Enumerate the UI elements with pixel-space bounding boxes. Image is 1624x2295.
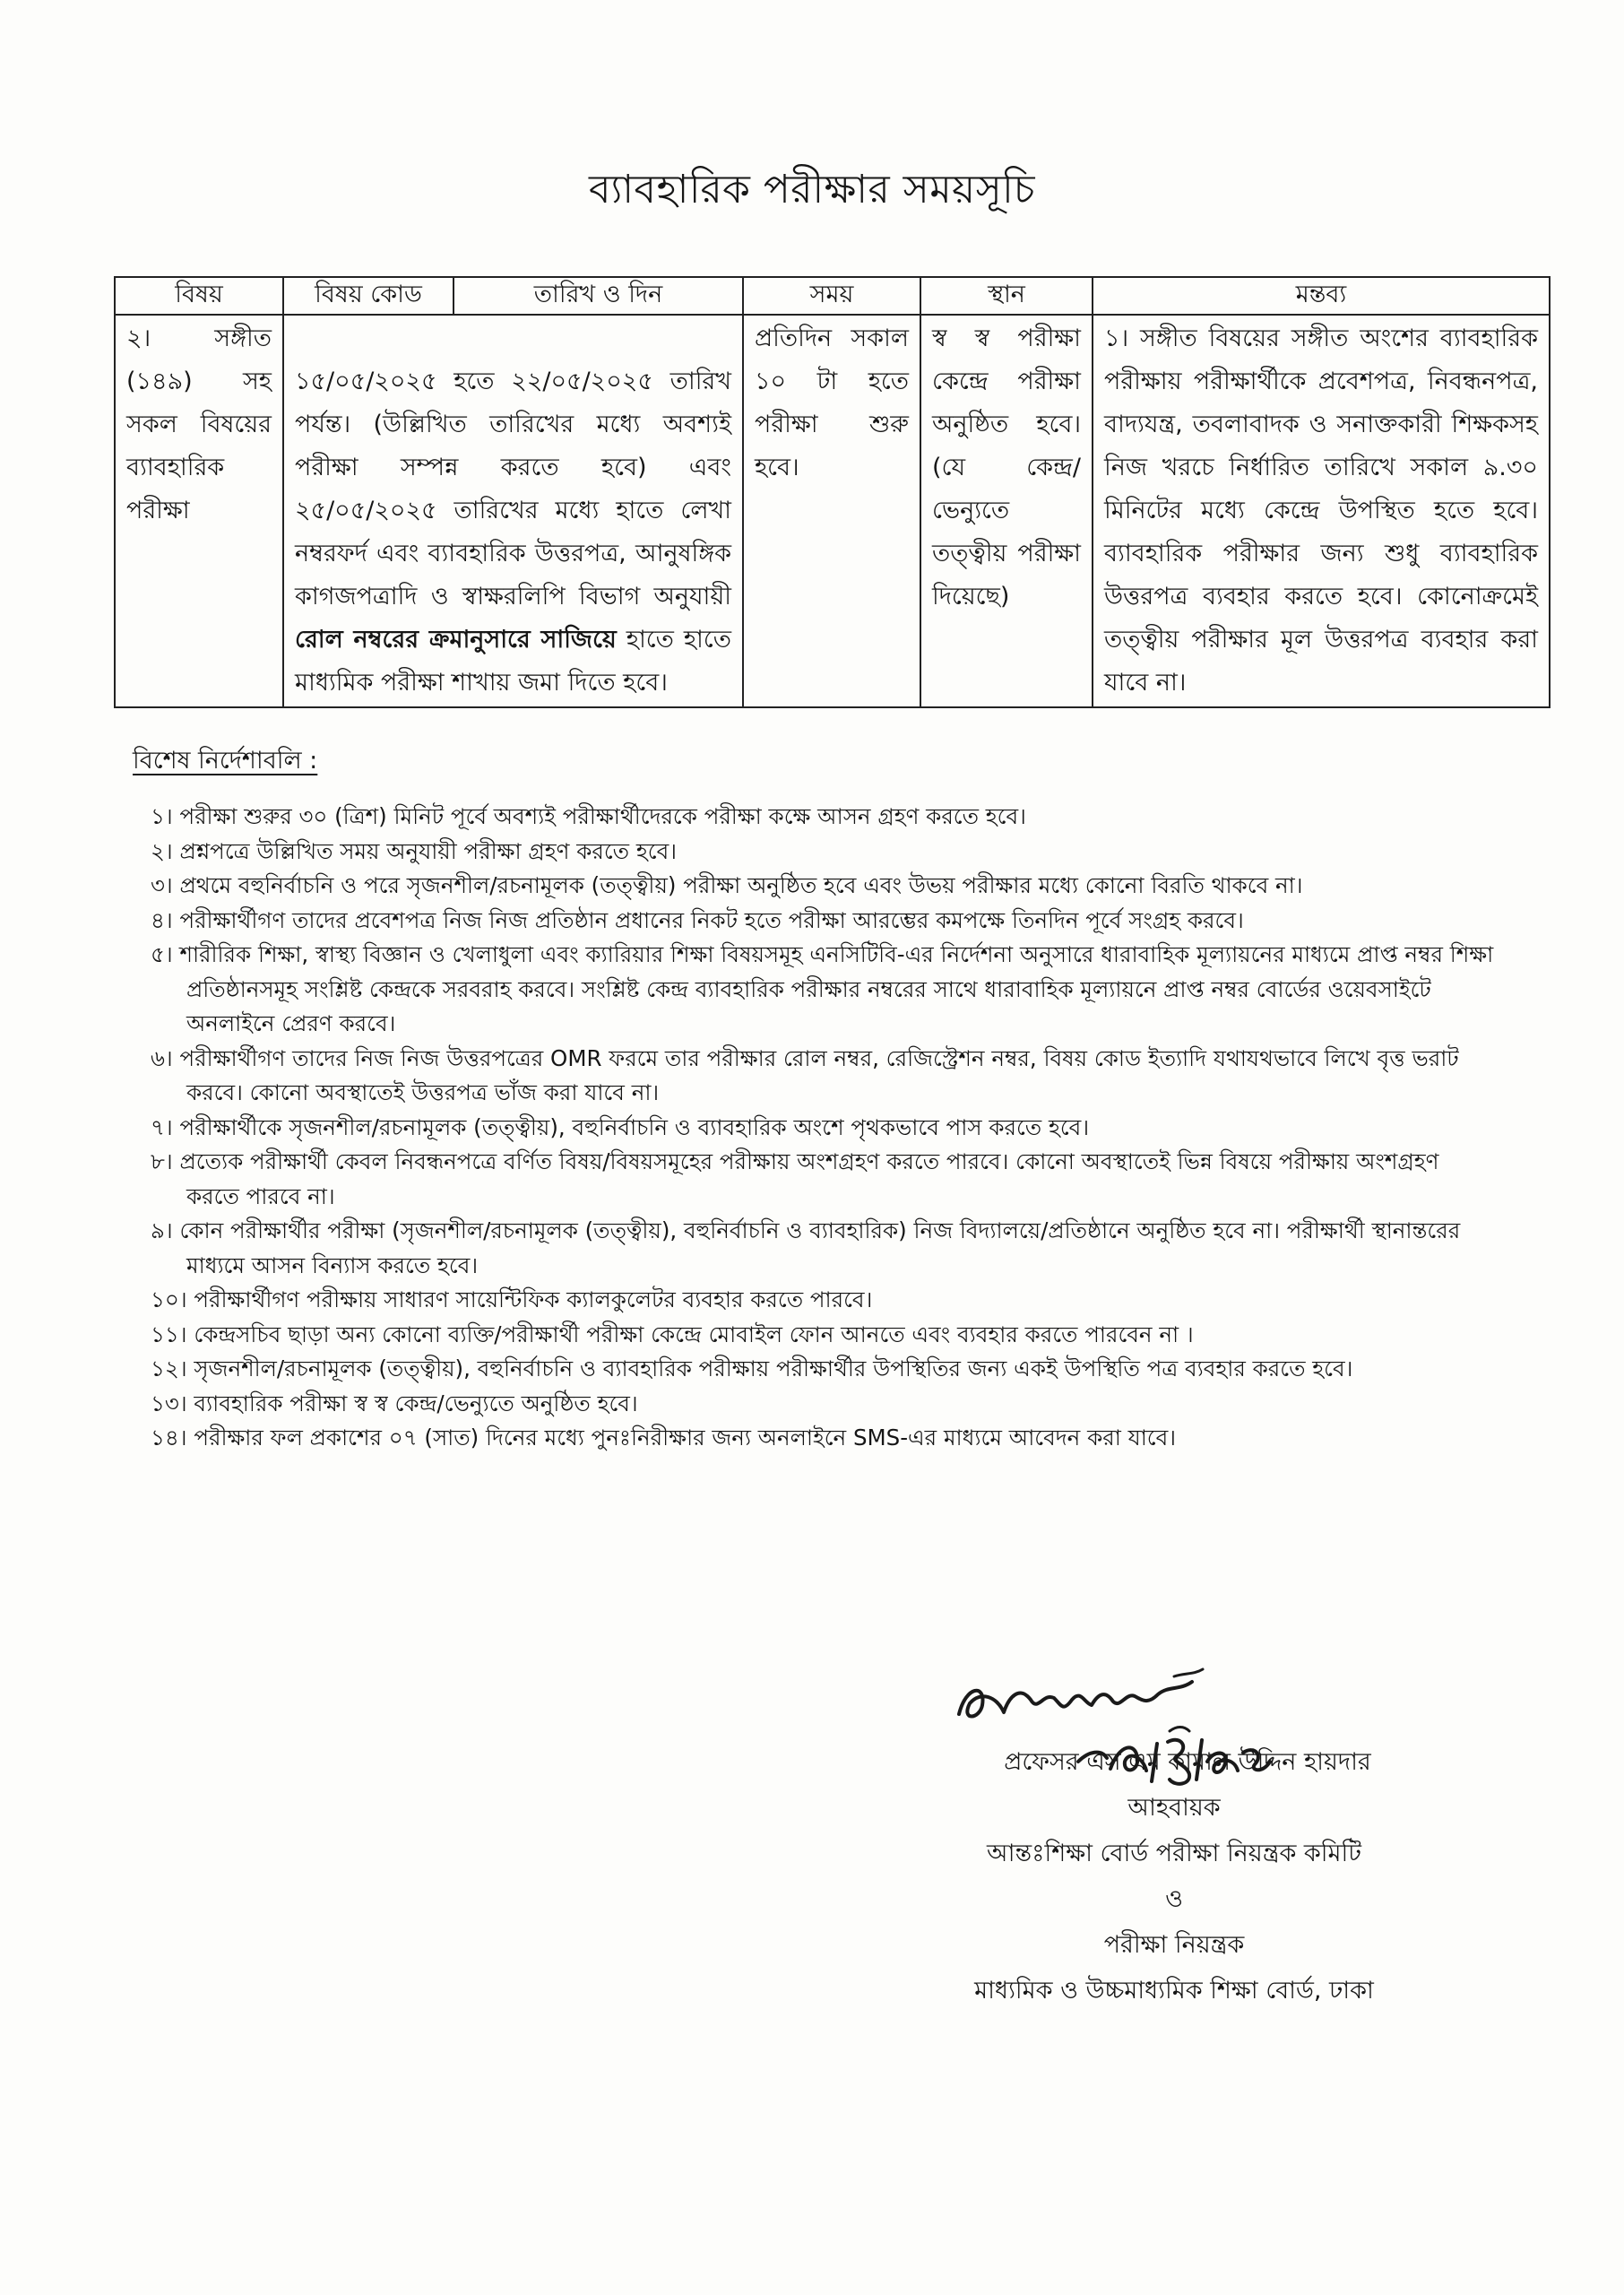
list-item: ১০। পরীক্ষার্থীগণ পরীক্ষায় সাধারণ সায়েন্টিফিক ক্যালকুলেটর ব্যবহার করতে পারবে। <box>151 1286 873 1312</box>
list-item: ৩। প্রথমে বহুনির্বাচনি ও পরে সৃজনশীল/রচনামূলক (তত্ত্বীয়) পরীক্ষা অনুষ্ঠিত হবে এবং উভয় পরীক্ষার মধ্যে কোনো বিরতি থাকবে না। <box>151 872 1303 898</box>
list-item: ৭। পরীক্ষার্থীকে সৃজনশীল/রচনামূলক (তত্ত্বীয়), বহুনির্বাচনি ও ব্যাবহারিক অংশে পৃথকভাবে পাস করতে হবে। <box>151 1113 1090 1140</box>
list-item: ৮। প্রত্যেক পরীক্ষার্থী কেবল নিবন্ধনপত্রে বর্ণিত বিষয়/বিষয়সমূহের পরীক্ষায় অংশগ্রহণ করতে পারবে। কোনো অবস্থাতেই ভিন্ন বিষয়ে পরীক্ষায় অংশগ্রহণ করতে পারবে না। <box>151 1148 1439 1209</box>
table-header-row <box>115 277 1550 315</box>
list-item: ১৪। পরীক্ষার ফল প্রকাশের ০৭ (সাত) দিনের মধ্যে পুনঃনিরীক্ষার জন্য অনলাইনে SMS-এর মাধ্যমে আবেদন করা যাবে। <box>151 1425 1177 1451</box>
signatory-role: আহবায়ক <box>1127 1794 1221 1822</box>
signatory-conjunction: ও <box>1165 1885 1183 1913</box>
header-code-date <box>283 277 743 315</box>
date-text-part-1: ১৫/০৫/২০২৫ হতে ২২/০৫/২০২৫ তারিখ পর্যন্ত। (উল্লিখিত তারিখের মধ্যে অবশ্যই পরীক্ষা সম্পন্ন করতে হবে) এবং ২৫/০৫/২০২৫ তারিখের মধ্যে হাতে লেখা নম্বরফর্দ এবং ব্যাবহারিক উত্তরপত্র, আনুষঙ্গিক কাগজপত্রাদি ও স্বাক্ষরলিপি বিভাগ অনুযায়ী <box>295 368 731 611</box>
list-item: ৬। পরীক্ষার্থীগণ তাদের নিজ নিজ উত্তরপত্রের OMR ফরমে তার পরীক্ষার রোল নম্বর, রেজিস্ট্রেশন নম্বর, বিষয় কোড ইত্যাদি যথাযথভাবে লিখে বৃত্ত ভরাট করবে। কোনো অবস্থাতেই উত্তরপত্র ভাঁজ করা যাবে না। <box>151 1044 1459 1105</box>
list-item: ২। প্রশ্নপত্রে উল্লিখিত সময় অনুযায়ী পরীক্ষা গ্রহণ করতে হবে। <box>151 837 677 864</box>
list-item: ৫। শারীরিক শিক্ষা, স্বাস্থ্য বিজ্ঞান ও খেলাধুলা এবং ক্যারিয়ার শিক্ষা বিষয়সমূহ এনসিটিবি-এর নির্দেশনা অনুসারে ধারাবাহিক মূল্যায়নের মাধ্যমে প্রাপ্ত নম্বর শিক্ষা প্রতিষ্ঠানসমূহ সংশ্লিষ্ট কেন্দ্রকে সরবরাহ করবে। সংশ্লিষ্ট কেন্দ্র ব্যাবহারিক পরীক্ষার নম্বরের সাথে ধারাবাহিক মূল্যায়নে প্রাপ্ত নম্বর বোর্ডের ওয়েবসাইটে অনলাইনে প্রেরণ করবে। <box>151 941 1494 1036</box>
signatory-title: পরীক্ষা নিয়ন্ত্রক <box>1103 1931 1245 1959</box>
list-item: ১১। কেন্দ্রসচিব ছাড়া অন্য কোনো ব্যক্তি/পরীক্ষার্থী পরীক্ষা কেন্দ্রে মোবাইল ফোন আনতে এবং ব্যবহার করতে পারবেন না । <box>151 1321 1194 1347</box>
list-item: ১৩। ব্যাবহারিক পরীক্ষা স্ব স্ব কেন্দ্র/ভেন্যুতে অনুষ্ঠিত হবে। <box>151 1390 638 1416</box>
header-remarks: মন্তব্য <box>1093 277 1550 315</box>
signatory-details <box>860 1739 1488 2014</box>
header-venue: স্থান <box>920 277 1093 315</box>
schedule-table <box>114 276 1551 708</box>
signature-block <box>860 1650 1488 2026</box>
signatory-committee: আন্তঃশিক্ষা বোর্ড পরীক্ষা নিয়ন্ত্রক কমিটি <box>987 1840 1361 1867</box>
header-time: সময় <box>743 277 920 315</box>
cell-time: প্রতিদিন সকাল ১০ টা হতে পরীক্ষা শুরু হবে। <box>743 315 920 707</box>
date-text-part-2: হাতে হাতে মাধ্যমিক পরীক্ষা শাখায় জমা দিতে হবে। <box>295 626 731 697</box>
signatory-board: মাধ্যমিক ও উচ্চমাধ্যমিক শিক্ষা বোর্ড, ঢাকা <box>974 1977 1374 2005</box>
instructions-title: বিশেষ নির্দেশাবলি : <box>133 747 318 775</box>
cell-date <box>283 315 743 707</box>
list-item: ৪। পরীক্ষার্থীগণ তাদের প্রবেশপত্র নিজ নিজ প্রতিষ্ঠান প্রধানের নিকট হতে পরীক্ষা আরম্ভের কমপক্ষে তিনদিন পূর্বে সংগ্রহ করবে। <box>151 906 1244 933</box>
table-row <box>115 315 1550 707</box>
header-subject: বিষয় <box>115 277 283 315</box>
list-item: ১২। সৃজনশীল/রচনামূলক (তত্ত্বীয়), বহুনির্বাচনি ও ব্যাবহারিক পরীক্ষায় পরীক্ষার্থীর উপস্থিতির জন্য একই উপস্থিতি পত্র ব্যবহার করতে হবে। <box>151 1355 1353 1381</box>
date-text-bold: রোল নম্বরের ক্রমানুসারে সাজিয়ে <box>295 626 617 654</box>
page-title: ব্যাবহারিক পরীক্ষার সময়সূচি <box>588 167 1035 212</box>
header-date: তারিখ ও দিন <box>533 281 663 308</box>
cell-remarks: ১। সঙ্গীত বিষয়ের সঙ্গীত অংশের ব্যাবহারিক পরীক্ষায় পরীক্ষার্থীকে প্রবেশপত্র, নিবন্ধনপত্র, বাদ্যযন্ত্র, তবলাবাদক ও সনাক্তকারী শিক্ষকসহ নিজ খরচে নির্ধারিত তারিখে সকাল ৯.৩০ মিনিটের মধ্যে কেন্দ্রে উপস্থিত হতে হবে। ব্যাবহারিক পরীক্ষার জন্য শুধু ব্যাবহারিক উত্তরপত্র ব্যবহার করতে হবে। কোনোক্রমেই তত্ত্বীয় পরীক্ষার মূল উত্তরপত্র ব্যবহার করা যাবে না। <box>1093 315 1550 707</box>
signatory-name: প্রফেসর এস এম কামাল উদ্দিন হায়দার <box>1004 1748 1371 1776</box>
cell-venue: স্ব স্ব পরীক্ষা কেন্দ্রে পরীক্ষা অনুষ্ঠিত হবে। (যে কেন্দ্র/ ভেন্যুতে তত্ত্বীয় পরীক্ষা দিয়েছে) <box>920 315 1093 707</box>
instructions-list <box>151 800 1495 1456</box>
cell-subject: ২। সঙ্গীত (১৪৯) সহ সকল বিষয়ের ব্যাবহারিক পরীক্ষা <box>115 315 283 707</box>
list-item: ১। পরীক্ষা শুরুর ৩০ (ত্রিশ) মিনিট পূর্বে অবশ্যই পরীক্ষার্থীদেরকে পরীক্ষা কক্ষে আসন গ্রহণ করতে হবে। <box>151 803 1026 829</box>
header-code: বিষয় কোড <box>284 278 454 314</box>
list-item: ৯। কোন পরীক্ষার্থীর পরীক্ষা (সৃজনশীল/রচনামূলক (তত্ত্বীয়), বহুনির্বাচনি ও ব্যাবহারিক) নিজ বিদ্যালয়ে/প্রতিষ্ঠানে অনুষ্ঠিত হবে না। পরীক্ষার্থী স্থানান্তরের মাধ্যমে আসন বিন্যাস করতে হবে। <box>151 1217 1461 1278</box>
